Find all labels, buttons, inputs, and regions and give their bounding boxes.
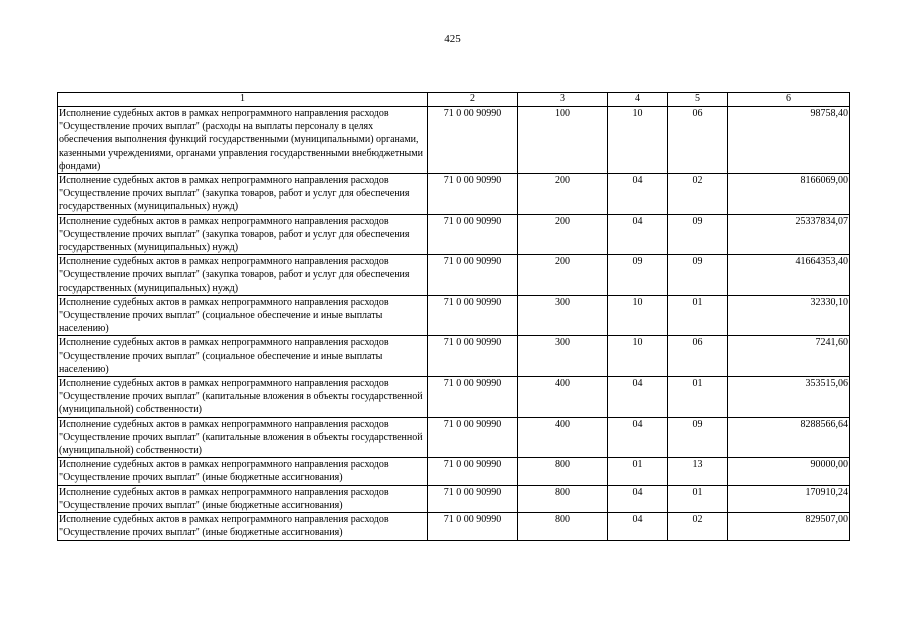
- row-code: 71 0 00 90990: [428, 485, 518, 512]
- row-subsection: 13: [668, 458, 728, 485]
- row-code: 71 0 00 90990: [428, 336, 518, 377]
- row-code: 71 0 00 90990: [428, 417, 518, 458]
- row-description: Исполнение судебных актов в рамках непрограммного направления расходов "Осуществление прочих выплат" (закупка товаров, работ и услуг для обеспечения государственных (муниципальных) нужд): [58, 255, 428, 296]
- row-description: Исполнение судебных актов в рамках непрограммного направления расходов "Осуществление прочих выплат" (социальное обеспечение и иные выплаты населению): [58, 295, 428, 336]
- table-row: [58, 255, 850, 296]
- row-description: Исполнение судебных актов в рамках непрограммного направления расходов "Осуществление прочих выплат" (иные бюджетные ассигнования): [58, 485, 428, 512]
- header-col-3: 3: [518, 93, 608, 107]
- row-description: Исполнение судебных актов в рамках непрограммного направления расходов "Осуществление прочих выплат" (иные бюджетные ассигнования): [58, 513, 428, 540]
- row-section: 10: [608, 295, 668, 336]
- row-subsection: 01: [668, 377, 728, 418]
- row-amount: 25337834,07: [728, 214, 850, 255]
- table-row: [58, 295, 850, 336]
- row-code: 71 0 00 90990: [428, 295, 518, 336]
- row-expense-type: 100: [518, 107, 608, 174]
- table-row: [58, 458, 850, 485]
- row-section: 09: [608, 255, 668, 296]
- row-section: 04: [608, 485, 668, 512]
- header-col-5: 5: [668, 93, 728, 107]
- row-subsection: 09: [668, 255, 728, 296]
- table-row: [58, 336, 850, 377]
- row-subsection: 06: [668, 336, 728, 377]
- row-section: 10: [608, 107, 668, 174]
- row-section: 04: [608, 513, 668, 540]
- row-section: 04: [608, 417, 668, 458]
- header-col-1: 1: [58, 93, 428, 107]
- row-code: 71 0 00 90990: [428, 214, 518, 255]
- row-subsection: 01: [668, 295, 728, 336]
- header-col-6: 6: [728, 93, 850, 107]
- row-amount: 353515,06: [728, 377, 850, 418]
- row-amount: 829507,00: [728, 513, 850, 540]
- row-section: 04: [608, 377, 668, 418]
- row-amount: 8288566,64: [728, 417, 850, 458]
- row-code: 71 0 00 90990: [428, 107, 518, 174]
- table-row: [58, 417, 850, 458]
- row-subsection: 09: [668, 417, 728, 458]
- row-subsection: 06: [668, 107, 728, 174]
- row-description: Исполнение судебных актов в рамках непрограммного направления расходов "Осуществление прочих выплат" (иные бюджетные ассигнования): [58, 458, 428, 485]
- row-expense-type: 400: [518, 377, 608, 418]
- row-amount: 8166069,00: [728, 174, 850, 215]
- row-section: 10: [608, 336, 668, 377]
- row-expense-type: 200: [518, 174, 608, 215]
- page-number: 425: [444, 33, 461, 45]
- row-subsection: 09: [668, 214, 728, 255]
- row-amount: 98758,40: [728, 107, 850, 174]
- row-description: Исполнение судебных актов в рамках непрограммного направления расходов "Осуществление прочих выплат" (закупка товаров, работ и услуг для обеспечения государственных (муниципальных) нужд): [58, 214, 428, 255]
- row-expense-type: 300: [518, 336, 608, 377]
- row-subsection: 01: [668, 485, 728, 512]
- row-section: 01: [608, 458, 668, 485]
- row-expense-type: 400: [518, 417, 608, 458]
- row-section: 04: [608, 174, 668, 215]
- header-col-2: 2: [428, 93, 518, 107]
- table-header: [58, 93, 850, 107]
- row-code: 71 0 00 90990: [428, 255, 518, 296]
- row-description: Исполнение судебных актов в рамках непрограммного направления расходов "Осуществление прочих выплат" (закупка товаров, работ и услуг для обеспечения государственных (муниципальных) нужд): [58, 174, 428, 215]
- table-row: [58, 214, 850, 255]
- row-amount: 170910,24: [728, 485, 850, 512]
- row-expense-type: 200: [518, 255, 608, 296]
- table-row: [58, 485, 850, 512]
- row-description: Исполнение судебных актов в рамках непрограммного направления расходов "Осуществление прочих выплат" (расходы на выплаты персоналу в целях обеспечения выполнения функций государственными (муниципальными) органами, казенными учреждениями, органами управления государственными внебюджетными фондами): [58, 107, 428, 174]
- budget-table: [57, 92, 850, 541]
- row-expense-type: 200: [518, 214, 608, 255]
- row-description: Исполнение судебных актов в рамках непрограммного направления расходов "Осуществление прочих выплат" (капитальные вложения в объекты государственной (муниципальной) собственности): [58, 417, 428, 458]
- row-section: 04: [608, 214, 668, 255]
- row-amount: 32330,10: [728, 295, 850, 336]
- header-col-4: 4: [608, 93, 668, 107]
- table-body: [58, 107, 850, 541]
- table-row: [58, 377, 850, 418]
- row-amount: 41664353,40: [728, 255, 850, 296]
- row-code: 71 0 00 90990: [428, 513, 518, 540]
- row-amount: 90000,00: [728, 458, 850, 485]
- header-row: [58, 93, 850, 107]
- row-code: 71 0 00 90990: [428, 458, 518, 485]
- row-expense-type: 800: [518, 458, 608, 485]
- row-subsection: 02: [668, 513, 728, 540]
- row-expense-type: 300: [518, 295, 608, 336]
- row-subsection: 02: [668, 174, 728, 215]
- row-expense-type: 800: [518, 513, 608, 540]
- row-description: Исполнение судебных актов в рамках непрограммного направления расходов "Осуществление прочих выплат" (социальное обеспечение и иные выплаты населению): [58, 336, 428, 377]
- row-code: 71 0 00 90990: [428, 174, 518, 215]
- table-row: [58, 174, 850, 215]
- row-amount: 7241,60: [728, 336, 850, 377]
- table-row: [58, 107, 850, 174]
- row-expense-type: 800: [518, 485, 608, 512]
- row-code: 71 0 00 90990: [428, 377, 518, 418]
- row-description: Исполнение судебных актов в рамках непрограммного направления расходов "Осуществление прочих выплат" (капитальные вложения в объекты государственной (муниципальной) собственности): [58, 377, 428, 418]
- table-row: [58, 513, 850, 540]
